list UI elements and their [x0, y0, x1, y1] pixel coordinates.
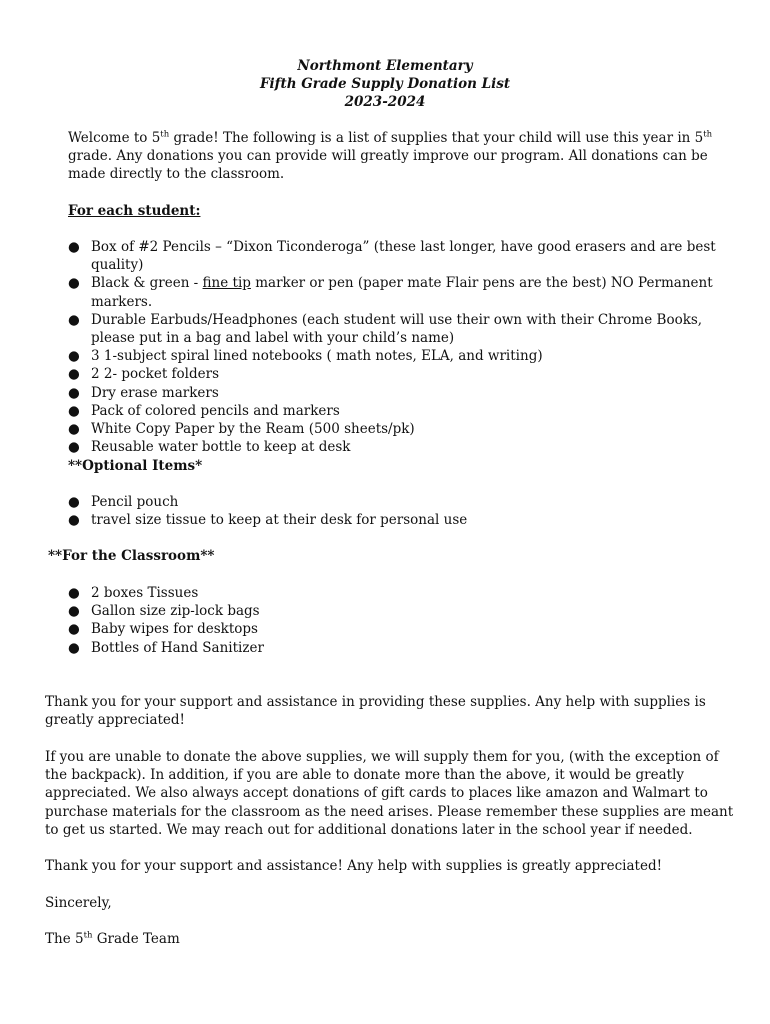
bullet-icon: ●	[68, 494, 80, 510]
list-item	[68, 384, 740, 402]
school-name: Northmont Elementary	[297, 58, 473, 74]
list-item	[68, 347, 740, 365]
bullet-icon: ●	[68, 639, 80, 656]
signature-text-2: Grade Team	[92, 931, 180, 947]
underlined-text: fine tip	[202, 275, 251, 292]
list-item	[68, 584, 740, 602]
bullet-icon: ●	[68, 275, 80, 292]
document-header	[0, 57, 770, 111]
sincerely-line: Sincerely,	[45, 895, 112, 911]
optional-items-list	[68, 493, 740, 529]
list-item	[68, 311, 740, 347]
list-item-text: Pencil pouch	[91, 494, 179, 510]
list-item-text: travel size tissue to keep at their desk for personal use	[91, 512, 468, 529]
list-item-text: Bottles of Hand Sanitizer	[91, 639, 264, 656]
intro-sup-2: th	[703, 129, 713, 140]
intro-text-1: Welcome to 5	[68, 130, 161, 146]
list-item-text: Reusable water bottle to keep at desk	[91, 439, 351, 456]
thank-you-paragraph: Thank you for your support and assistance in providing these supplies. Any help with supplies is greatly appreciated!	[45, 694, 706, 729]
list-item-text: Dry erase markers	[91, 384, 219, 401]
list-item	[68, 402, 740, 420]
each-student-list	[68, 238, 740, 456]
final-thanks-paragraph: Thank you for your support and assistance! Any help with supplies is greatly appreciated!	[45, 858, 663, 874]
classroom-heading: **For the Classroom**	[48, 548, 215, 564]
list-item-text: Pack of colored pencils and markers	[91, 402, 340, 419]
list-item	[68, 602, 740, 620]
bullet-icon: ●	[68, 239, 80, 255]
intro-text-3: grade. Any donations you can provide will greatly improve our program. All donations can be made directly to the classroom.	[68, 148, 708, 183]
bullet-icon: ●	[68, 348, 80, 365]
bullet-icon: ●	[68, 512, 80, 529]
list-item	[68, 511, 740, 529]
school-year: 2023-2024	[344, 94, 426, 110]
list-item-text: 3 1-subject spiral lined notebooks ( math notes, ELA, and writing)	[91, 348, 543, 365]
list-item	[68, 493, 740, 511]
list-item-text: Black & green -	[91, 275, 203, 292]
list-item-text: 2 2- pocket folders	[91, 366, 219, 383]
bullet-icon: ●	[68, 402, 80, 419]
list-item	[68, 365, 740, 383]
bullet-icon: ●	[68, 439, 80, 456]
list-item	[68, 620, 740, 638]
signature-text-1: The 5	[45, 931, 84, 947]
list-item-text: Box of #2 Pencils – “Dixon Ticonderoga” (these last longer, have good erasers and are best quality)	[91, 239, 716, 274]
bullet-icon: ●	[68, 311, 80, 328]
list-item	[68, 420, 740, 438]
intro-sup-1: th	[160, 129, 170, 140]
list-item	[68, 438, 740, 456]
list-item-text: marker or pen (paper mate Flair pens are the best) NO Permanent markers.	[91, 275, 713, 310]
list-item-text: Durable Earbuds/Headphones (each student will use their own with their Chrome Books, please put in a bag and label with your child’s name)	[91, 311, 703, 347]
signature-sup: th	[83, 930, 93, 941]
classroom-list	[68, 584, 740, 657]
signature-line	[45, 930, 735, 948]
bullet-icon: ●	[68, 603, 80, 620]
list-item-text: Baby wipes for desktops	[91, 621, 258, 638]
bullet-icon: ●	[68, 585, 80, 601]
unable-to-donate-paragraph: If you are unable to donate the above supplies, we will supply them for you, (with the exception of the backpack). In addition, if you are able to donate more than the above, it would be greatly appreciated. We also always accept donations of gift cards to places like amazon and Walmart to purchase materials for the classroom as the need arises. Please remember these supplies are meant to get us started. We may reach out for additional donations later in the school year if needed.	[45, 749, 734, 838]
each-student-heading: For each student:	[68, 203, 201, 219]
list-item	[68, 274, 740, 310]
bullet-icon: ●	[68, 366, 80, 383]
list-item	[68, 238, 740, 274]
list-item-text: 2 boxes Tissues	[91, 585, 199, 601]
document-title: Fifth Grade Supply Donation List	[259, 76, 511, 92]
bullet-icon: ●	[68, 621, 80, 638]
intro-paragraph	[68, 129, 738, 184]
list-item-text: White Copy Paper by the Ream (500 sheets/pk)	[91, 421, 415, 438]
bullet-icon: ●	[68, 384, 80, 401]
optional-items-heading: **Optional Items*	[68, 458, 203, 474]
list-item	[68, 639, 740, 657]
list-item-text: Gallon size zip-lock bags	[91, 603, 260, 620]
intro-text-2: grade! The following is a list of supplies that your child will use this year in 5	[169, 130, 704, 146]
bullet-icon: ●	[68, 421, 80, 438]
